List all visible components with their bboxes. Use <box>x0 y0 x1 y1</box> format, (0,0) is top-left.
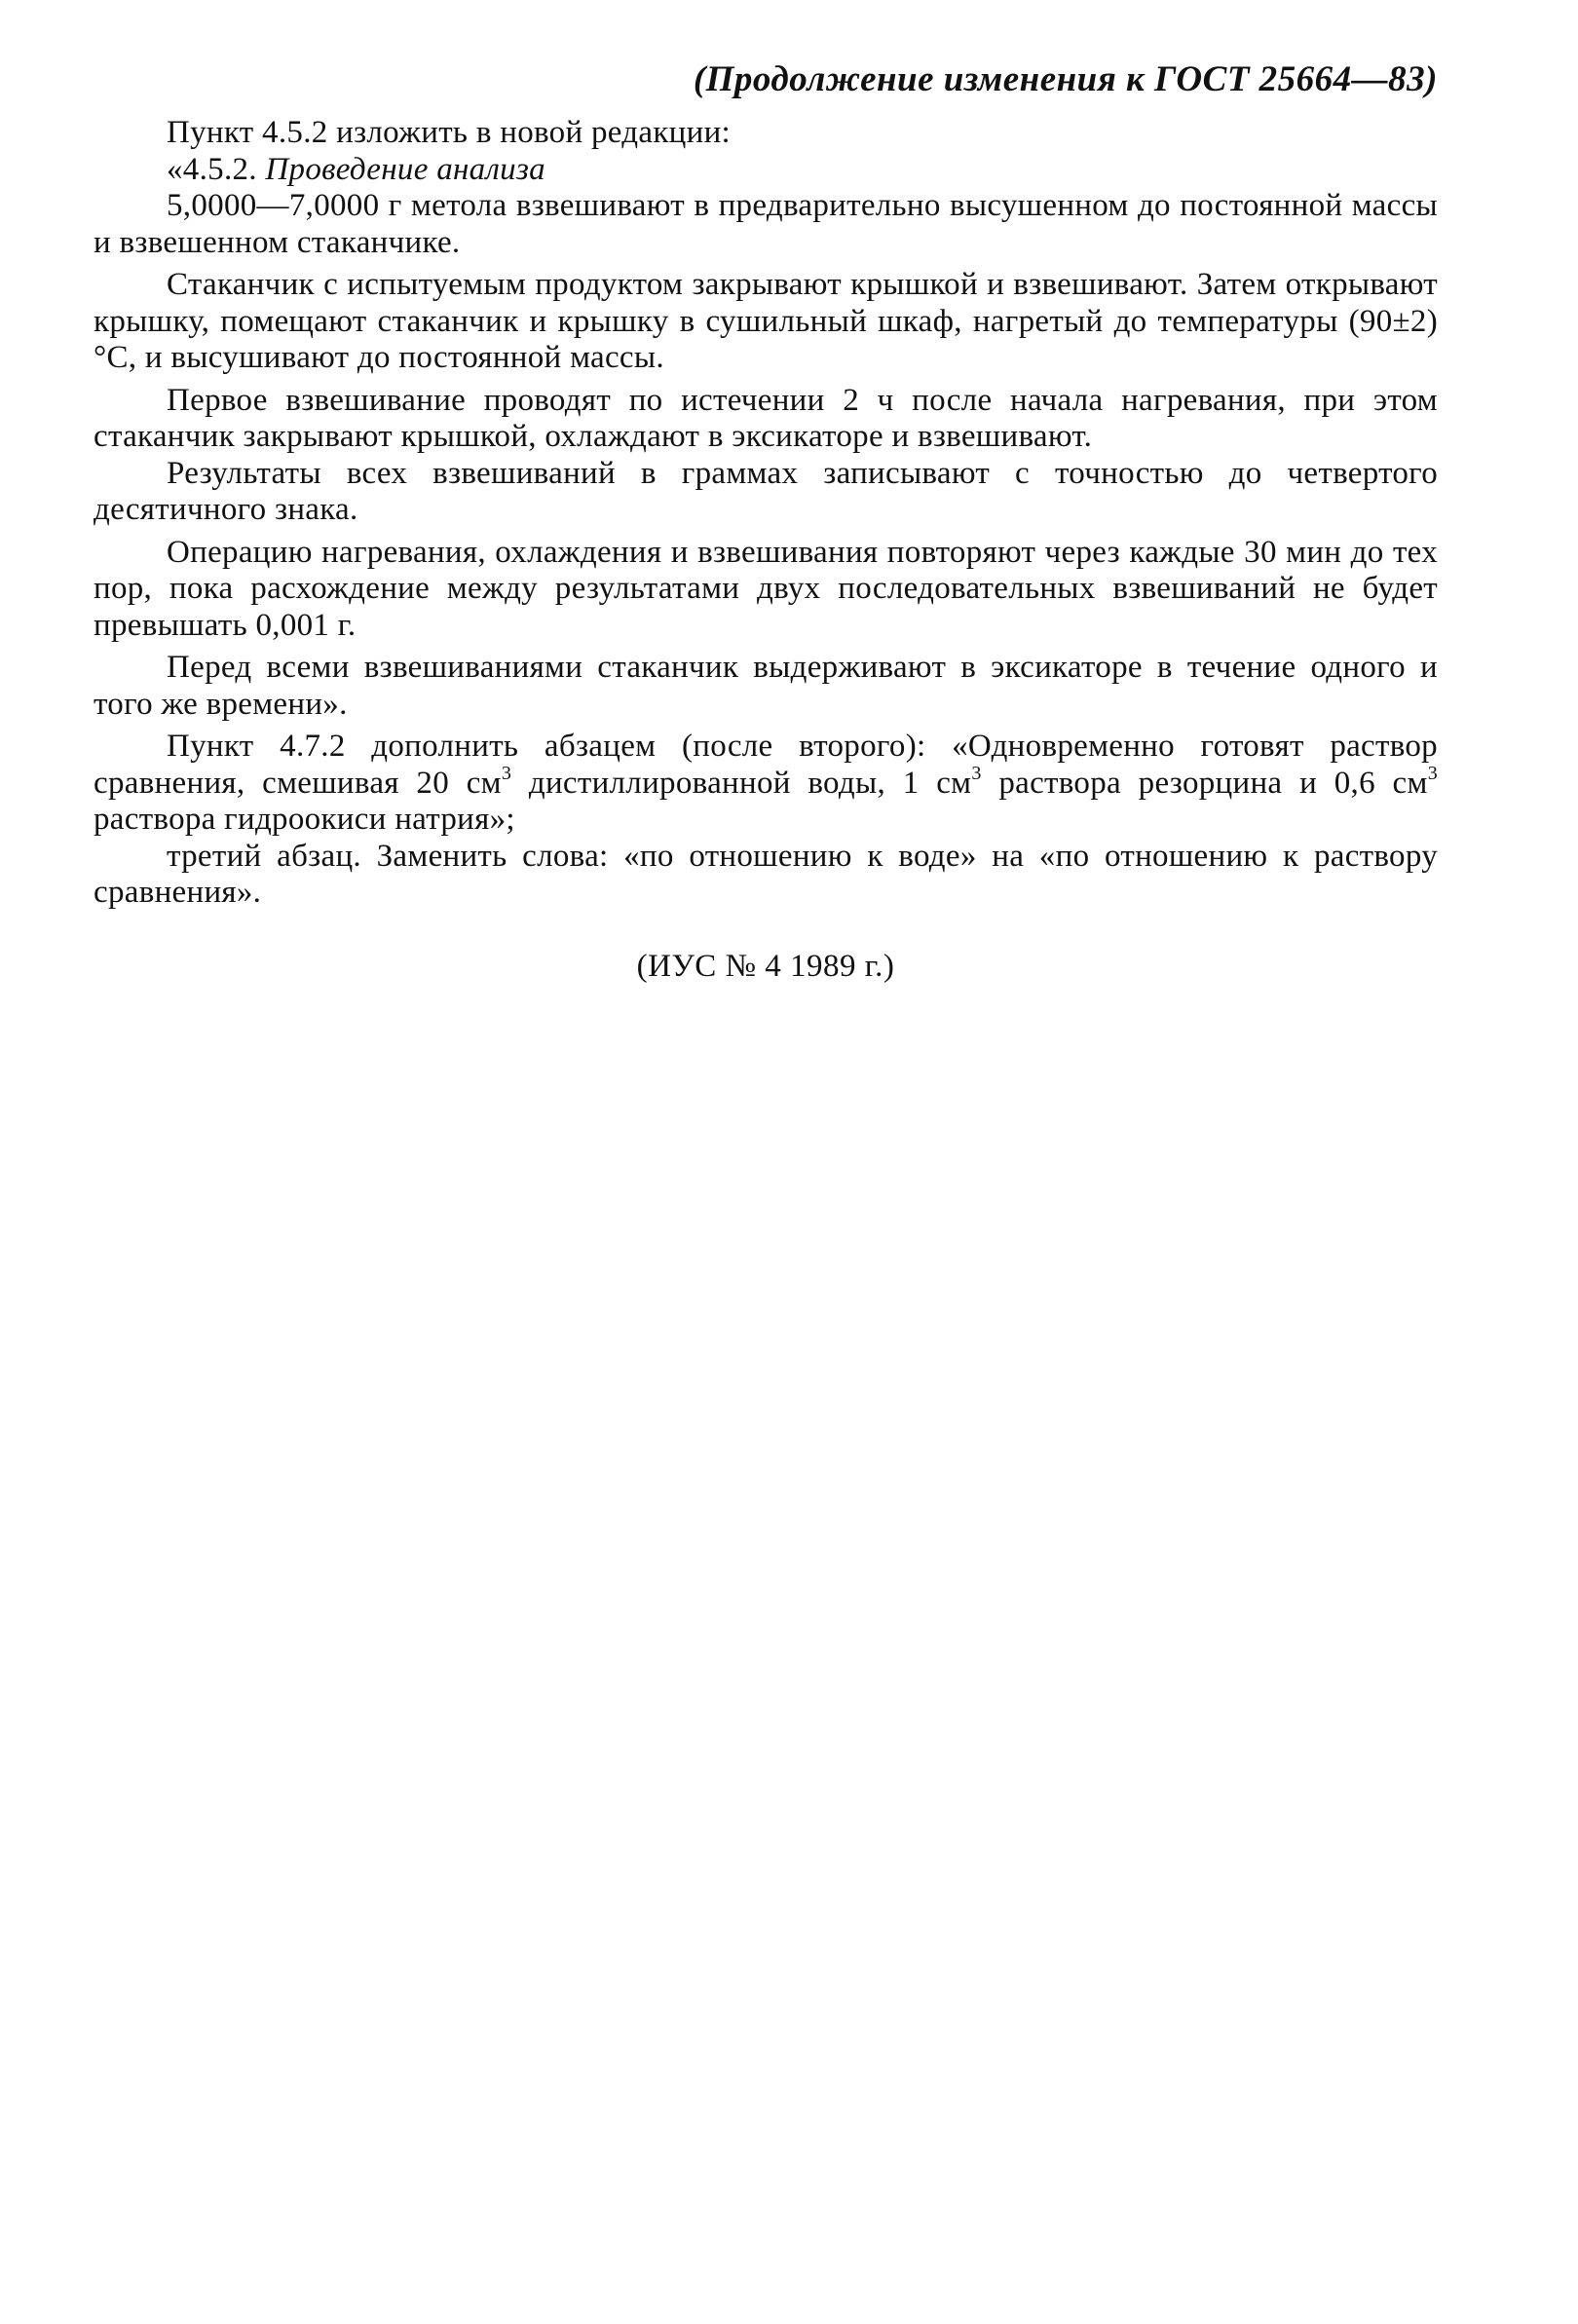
superscript: 3 <box>501 762 512 784</box>
section-title: Проведение анализа <box>265 151 545 187</box>
paragraph-8: Перед всеми взвешиваниями стаканчик выдерживают в эксикаторе в течение одного и того же времени». <box>94 650 1438 722</box>
document-page <box>94 58 1438 986</box>
paragraph-9-part-a: Пункт 4.7.2 дополнить абзацем (после второго): «Одновременно готовят раствор сравнения, смешивая 20 см <box>94 729 1438 801</box>
paragraph-4: Стаканчик с испытуемым продуктом закрывают крышкой и взвешивают. Затем открывают крышку, помещают стаканчик и крышку в сушильный шкаф, нагретый до температуры (90±2) °С, и высушивают до постоянной массы. <box>94 267 1438 375</box>
paragraph-7: Операцию нагревания, охлаждения и взвешивания повторяют через каждые 30 мин до тех пор, пока расхождение между результатами двух последовательных взвешиваний не будет превышать 0,001 г. <box>94 534 1438 643</box>
paragraph-5: Первое взвешивание проводят по истечении 2 ч после начала нагревания, при этом стаканчик закрывают крышкой, охлаждают в эксикаторе и взвешивают. <box>94 382 1438 454</box>
paragraph-2 <box>94 152 1438 189</box>
paragraph-9-part-d: раствора гидроокиси натрия»; <box>94 802 515 837</box>
paragraph-9-part-b: дистиллированной воды, 1 см <box>511 765 972 801</box>
paragraph-9-part-c: раствора резорцина и 0,6 см <box>981 765 1428 801</box>
paragraph-1: Пункт 4.5.2 изложить в новой редакции: <box>167 115 732 150</box>
source-reference: (ИУС № 4 1989 г.) <box>636 948 895 984</box>
superscript: 3 <box>1427 762 1438 784</box>
paragraph-3: 5,0000—7,0000 г метола взвешивают в предварительно высушенном до постоянной массы и взвешенном стаканчике. <box>94 188 1438 260</box>
section-number: «4.5.2. <box>167 151 266 187</box>
document-header: (Продолжение изменения к ГОСТ 25664—83) <box>693 59 1438 99</box>
paragraph-10: третий абзац. Заменить слова: «по отношению к воде» на «по отношению к раствору сравнения». <box>94 838 1438 910</box>
paragraph-6: Результаты всех взвешиваний в граммах записывают с точностью до четвертого десятичного знака. <box>94 455 1438 527</box>
superscript: 3 <box>971 762 982 784</box>
paragraph-9 <box>94 729 1438 839</box>
